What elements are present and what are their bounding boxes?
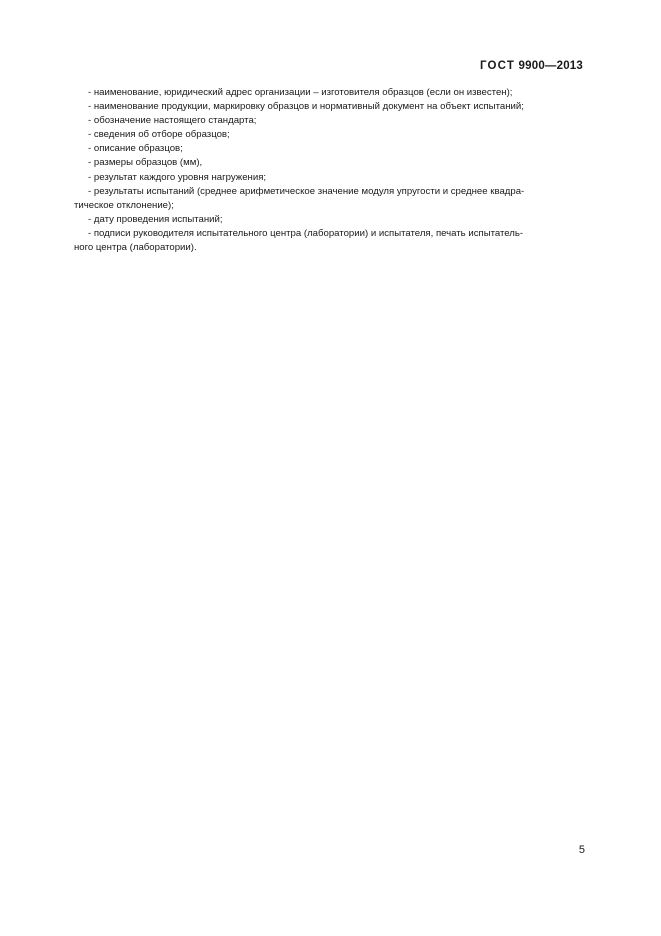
page-header bbox=[480, 60, 583, 72]
list-item-continuation: ного центра (лаборатории). bbox=[74, 242, 197, 254]
list-item: - дату проведения испытаний; bbox=[88, 213, 223, 225]
list-item: - подписи руководителя испытательного центра (лаборатории) и испытателя, печать испытатель- bbox=[88, 227, 524, 239]
standard-designation: ГОСТ bbox=[479, 60, 516, 72]
document-body bbox=[74, 86, 586, 255]
list-item: - размеры образцов (мм), bbox=[88, 157, 203, 169]
list-item: - наименование продукции, маркировку образцов и нормативный документ на объект испытаний; bbox=[88, 101, 524, 113]
list-item: - результат каждого уровня нагружения; bbox=[88, 171, 267, 183]
page-number: 5 bbox=[578, 844, 585, 856]
list-item-continuation: тическое отклонение); bbox=[74, 199, 174, 211]
list-item: - сведения об отборе образцов; bbox=[88, 129, 230, 141]
list-item: - наименование, юридический адрес организации – изготовителя образцов (если он известен); bbox=[88, 87, 513, 98]
list-item: - описание образцов; bbox=[88, 143, 183, 155]
list-item: - результаты испытаний (среднее арифметическое значение модуля упругости и среднее квадра- bbox=[88, 185, 525, 197]
standard-number: 9900—2013 bbox=[518, 60, 583, 72]
list-item: - обозначение настоящего стандарта; bbox=[88, 115, 257, 127]
